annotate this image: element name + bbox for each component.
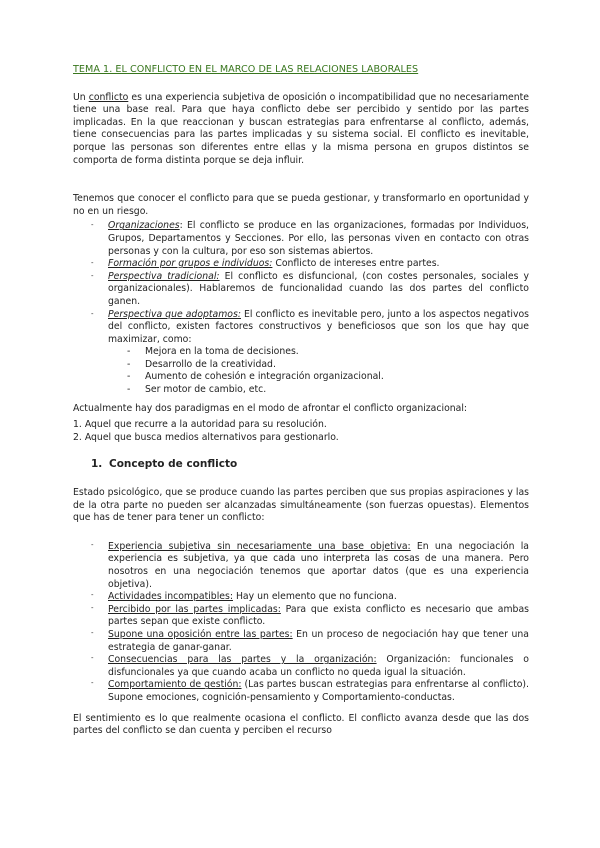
list-item-term: Consecuencias para las partes y la organización: (108, 654, 377, 666)
list-item-term: Formación por grupos e individuos: (108, 258, 273, 270)
list-item-text: Para que exista conflicto es necesario que ambas partes sepan que existe conflicto. (108, 603, 529, 628)
list-item (108, 541, 529, 591)
list-item (108, 629, 529, 654)
conflict-term: conflicto (88, 91, 129, 103)
intro-text-b: es una experiencia subjetiva de oposición o incompatibilidad que no necesariamente tiene una base real. Para que haya conflicto debe ser percibido y sentido por las partes implicadas. En la que reaccionan y buscan estrategias para enfrentarse al conflicto, además, tiene consecuencias para las partes implicadas y su sistema social. El conflicto es inevitable, porque las personas son diferentes entre ellas y la misma persona en grupos distintos se comporta de forma distinta porque se deja influir. (73, 91, 529, 166)
intro-text-a: Un (73, 91, 89, 103)
list-item-term: Perspectiva tradicional: (108, 270, 220, 282)
list-item-text: : El conflicto se produce en las organizaciones, formadas por Individuos, Grupos, Departamentos y Secciones. Por ello, las personas viven en contacto con otras personas y con la cultura, por eso son sistemas abiertos. (108, 220, 529, 257)
intro-paragraph (73, 92, 529, 168)
closing-paragraph: El sentimiento es lo que realmente ocasiona el conflicto. El conflicto avanza desde que las dos partes del conflicto se dan cuenta y perciben el recurso (73, 712, 529, 737)
list-item (108, 220, 529, 258)
paradigms-list (73, 419, 529, 444)
list-item-text: El conflicto es disfuncional, (con costes personales, sociales y organizacionales). Hablaremos de funcionalidad cuando las dos partes del conflicto ganen. (108, 270, 530, 307)
list-item-term: Experiencia subjetiva sin necesariamente una base objetiva: (108, 540, 411, 552)
list-item (108, 258, 529, 271)
section-number: 1. (91, 458, 103, 471)
list-item-term: Comportamiento de gestión: (108, 679, 242, 691)
list-item-text: El conflicto es inevitable pero, junto a los aspectos negativos del conflicto, existen factores constructivos y beneficiosos que son los que hay que maximizar, como: (108, 308, 530, 345)
list-item-text: (Las partes buscan estrategias para enfrentarse al conflicto). Supone emociones, cognición-pensamiento y Comportamiento-conductas. (108, 679, 529, 703)
section-title: Concepto de conflicto (109, 458, 238, 471)
list-item-text: En un proceso de negociación hay que tener una estrategia de ganar-ganar. (108, 628, 529, 653)
list-item-text: Conflicto de intereses entre partes. (272, 258, 440, 270)
section-intro: Estado psicológico, que se produce cuando las partes perciben que sus propias aspiraciones y las de la otra parte no pueden ser alcanzadas simultáneamente (son fuerzas opuestas). Elementos que has de tener para tener un conflicto: (73, 487, 529, 524)
document-title: TEMA 1. EL CONFLICTO EN EL MARCO DE LAS RELACIONES LABORALES (73, 64, 419, 75)
benefit-item: - Ser motor de cambio, etc. (145, 384, 529, 397)
list-item-term: Percibido por las partes implicadas: (108, 603, 281, 615)
paradigm-item: 1. Aquel que recurre a la autoridad para su resolución. (73, 419, 327, 431)
list-item-term: Supone una oposición entre las partes: (108, 628, 293, 640)
paradigm-item: 2. Aquel que busca medios alternativos para gestionarlo. (73, 431, 339, 443)
benefit-item: - Mejora en la toma de decisiones. (145, 346, 529, 359)
list-item (108, 309, 529, 397)
section-heading (91, 458, 529, 471)
list-item (108, 604, 529, 629)
list-item-term: Actividades incompatibles: (108, 591, 233, 603)
list-item-text: Organización: funcionales o disfuncionales ya que cuando acaba un conflicto no queda igual la situación. (108, 654, 529, 678)
list-item (108, 654, 529, 679)
manage-paragraph: Tenemos que conocer el conflicto para que se pueda gestionar, y transformarlo en oportunidad y no en un riesgo. (73, 193, 529, 217)
document-page (73, 64, 529, 738)
list-item (108, 679, 529, 704)
list-item-text: En una negociación la experiencia es subjetiva, ya que cada uno interpreta las cosas de una manera. Pero nosotros en una negociación tenemos que aportar datos (que es una experiencia objetiva). (108, 540, 529, 590)
benefits-list (108, 346, 529, 396)
perspectives-list (73, 220, 529, 396)
benefit-item: - Aumento de cohesión e integración organizacional. (145, 371, 529, 384)
list-item-term: Perspectiva que adoptamos: (108, 308, 241, 320)
paradigms-intro: Actualmente hay dos paradigmas en el modo de afrontar el conflicto organizacional: (73, 402, 468, 414)
list-item-term: Organizaciones (108, 220, 180, 232)
list-item (108, 271, 529, 309)
list-item-text: Hay un elemento que no funciona. (232, 591, 397, 603)
benefit-item: - Desarrollo de la creatividad. (145, 359, 529, 372)
elements-list (73, 541, 529, 705)
list-item (108, 591, 529, 604)
